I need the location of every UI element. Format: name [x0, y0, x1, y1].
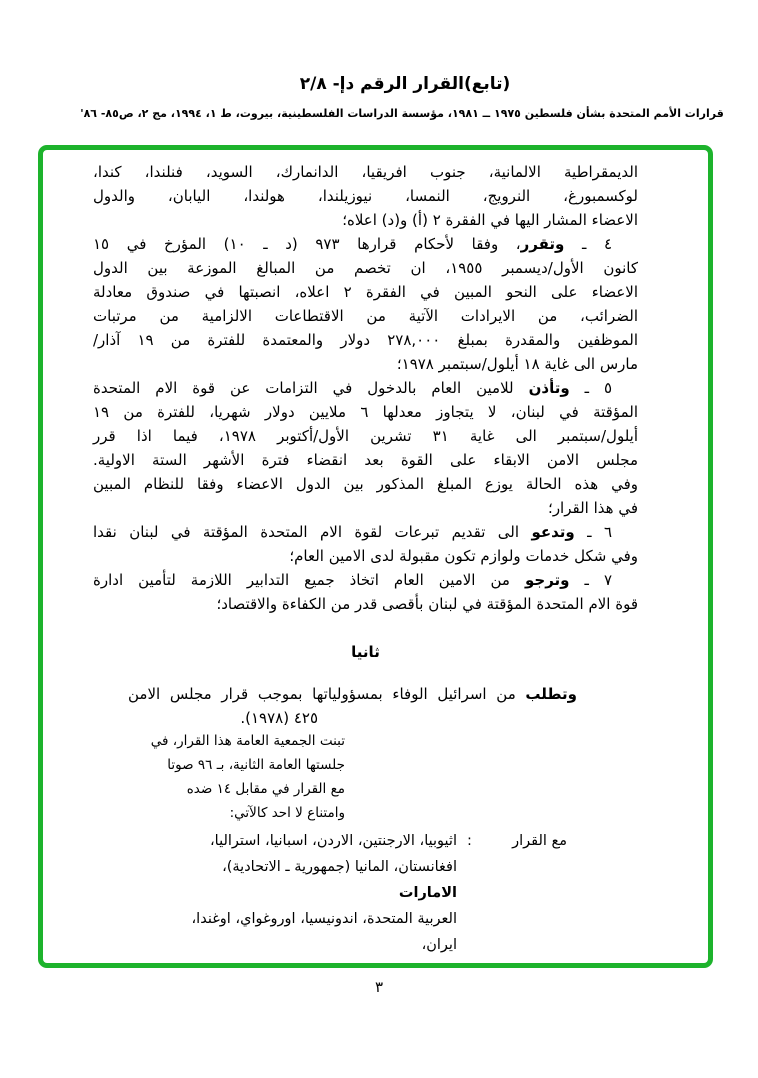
- text-line: [170, 828, 457, 854]
- text-segment: ٥ ـ: [569, 379, 613, 397]
- text-line: [93, 472, 638, 496]
- vote-with-block: [170, 828, 567, 958]
- text-segment: العربية المتحدة، اندونيسيا، اوروغواي، اوغندا، ايران،: [191, 911, 457, 953]
- vote-with-label-text: مع القرار: [512, 833, 567, 849]
- text-segment: تبنت الجمعية العامة هذا القرار، في: [150, 733, 345, 749]
- text-segment: الضرائب، من الايرادات الآتية من الاقتطاعات الالزامية من مرتبات: [93, 307, 638, 325]
- text-segment: ٧ ـ: [569, 571, 613, 589]
- text-line: [128, 801, 345, 825]
- adoption-note: [128, 729, 345, 825]
- request-paragraph: [128, 682, 577, 730]
- text-line: [93, 496, 638, 520]
- text-line: [128, 777, 345, 801]
- text-line: [93, 592, 638, 616]
- page-title: (تابع)القرار الرقم دإ- ٢/٨: [299, 74, 511, 94]
- text-line: [93, 280, 638, 304]
- text-segment: الديمقراطية الالمانية، جنوب افريقيا، الدانمارك، السويد، فنلندا، كندا،: [93, 163, 638, 181]
- text-segment: لوكسمبورغ، النرويج، النمسا، نيوزيلندا، هولندا، اليابان، والدول: [93, 187, 638, 205]
- text-segment: في هذا القرار؛: [548, 499, 638, 517]
- resolution-body-text: [93, 160, 638, 616]
- text-line: [93, 232, 638, 256]
- text-segment: أيلول/سبتمبر الى غاية ٣١ تشرين الأول/أكتوبر ١٩٧٨، فيما اذا قرر: [93, 427, 639, 445]
- text-segment: الى تقديم تبرعات لقوة الام المتحدة المؤقتة في لبنان نقدا: [93, 523, 532, 541]
- text-line: [93, 424, 638, 448]
- text-segment: مجلس الامن الابقاء على القوة بعد انقضاء فترة الأشهر الستة الاولية.: [93, 451, 638, 469]
- text-segment: من اسرائيل الوفاء بمسؤولياتها بموجب قرار مجلس الامن: [128, 685, 526, 703]
- text-segment: وفي شكل خدمات ولوازم تكون مقبولة لدى الامين العام؛: [289, 547, 638, 565]
- text-line: [93, 304, 638, 328]
- text-segment: قوة الام المتحدة المؤقتة في لبنان بأقصى قدر من الكفاءة والاقتصاد؛: [216, 595, 638, 613]
- text-segment: اثيوبيا، الارجنتين، الاردن، اسبانيا، استراليا،: [209, 833, 457, 849]
- bold-text-segment: وترجو: [524, 571, 570, 589]
- vote-with-label: [467, 828, 567, 958]
- text-segment: ٤ ـ: [564, 235, 613, 253]
- text-line: [128, 706, 577, 730]
- text-line: [93, 544, 638, 568]
- text-line: [170, 906, 457, 958]
- text-line: [93, 376, 638, 400]
- text-segment: المؤقتة في لبنان، لا يتجاوز معدلها ٦ ملايين دولار شهريا، للفترة من ١٩: [93, 403, 638, 421]
- text-segment: كانون الأول/ديسمبر ١٩٥٥، ان تخصم من المبالغ الموزعة بين الدول: [93, 259, 638, 277]
- text-segment: ، وفقا لأحكام قرارها ٩٧٣ (د ـ ١٠) المؤرخ في ١٥: [93, 235, 521, 253]
- bold-text-segment: وتقرر: [520, 235, 565, 253]
- section-two-heading: ثانيا: [351, 643, 380, 661]
- text-segment: مع القرار في مقابل ١٤ ضده: [186, 781, 345, 797]
- text-segment: افغانستان، المانيا (جمهورية ـ الاتحادية)،: [222, 859, 457, 875]
- text-segment: وامتناع لا احد كالآتي:: [229, 805, 345, 821]
- text-line: [93, 256, 638, 280]
- text-segment: مارس الى غاية ١٨ أيلول/سبتمبر ١٩٧٨؛: [396, 355, 638, 373]
- text-line: [170, 854, 457, 906]
- text-segment: من الامين العام اتخاذ جميع التدابير اللازمة لتأمين ادارة: [93, 571, 525, 589]
- text-segment: جلستها العامة الثانية، بـ ٩٦ صوتا: [167, 757, 345, 773]
- text-line: [93, 160, 638, 184]
- text-line: [128, 682, 577, 706]
- text-line: [128, 753, 345, 777]
- text-line: [93, 520, 638, 544]
- text-line: [93, 328, 638, 352]
- text-segment: ٤٢٥ (١٩٧٨).: [240, 709, 318, 727]
- source-citation-line: قرارات الأمم المتحدة بشأن فلسطين ١٩٧٥ ــ ١٩٨١، مؤسسة الدراسات الفلسطينية، بيروت، ط ١، ١٩٩٤، مج ٢، ص٨٥- ٨٦': [80, 107, 724, 120]
- text-segment: ٦ ـ: [574, 523, 612, 541]
- text-segment: الموظفين والمقدرة بمبلغ ٢٧٨,٠٠٠ دولار والمعتمدة للفترة من ١٩ آذار/: [93, 331, 638, 349]
- text-line: [93, 448, 638, 472]
- text-line: [93, 352, 638, 376]
- text-segment: وفي هذه الحالة يوزع المبلغ المذكور بين الدول الاعضاء وفقا للنظام المبين: [93, 475, 638, 493]
- text-line: [93, 568, 638, 592]
- text-line: [128, 729, 345, 753]
- bold-text-segment: وتأذن: [528, 379, 570, 397]
- text-line: [93, 208, 638, 232]
- vote-with-colon: :: [467, 833, 472, 849]
- vote-with-countries: [170, 828, 457, 958]
- page-number: ٣: [374, 978, 384, 996]
- bold-text-segment: وتطلب: [525, 685, 577, 703]
- text-segment: الاعضاء على النحو المبين في الفقرة ٢ اعلاه، انصبتها في صندوق معادلة: [93, 283, 638, 301]
- text-line: [93, 400, 638, 424]
- bold-text-segment: وتدعو: [531, 523, 575, 541]
- bold-text-segment: الامارات: [398, 885, 457, 901]
- text-segment: الاعضاء المشار اليها في الفقرة ٢ (أ) و(د) اعلاه؛: [342, 211, 638, 229]
- text-line: [93, 184, 638, 208]
- text-segment: للامين العام بالدخول في التزامات عن قوة الام المتحدة: [93, 379, 529, 397]
